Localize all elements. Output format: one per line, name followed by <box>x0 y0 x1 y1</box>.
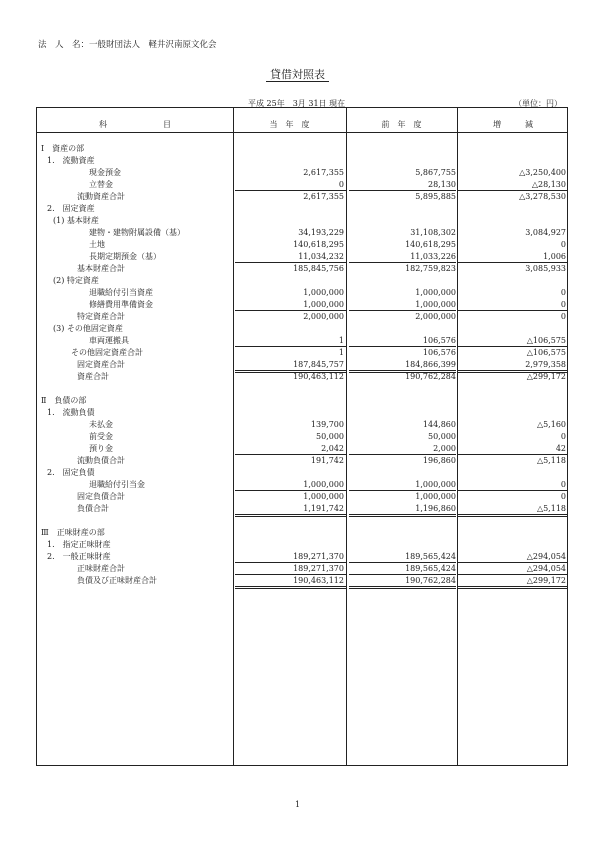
change-value: 0 <box>560 492 566 501</box>
row-label: 1. 指定正味財産 <box>47 540 111 549</box>
row-label: 負債及び正味財産合計 <box>77 576 157 585</box>
row-label: (2) 特定資産 <box>53 276 99 285</box>
header-current-year: 当 年 度 <box>269 120 310 129</box>
previous-year-value: 1,196,860 <box>415 504 456 513</box>
row-label: 現金預金 <box>89 168 121 177</box>
row-label: 建物・建物附属設備（基） <box>89 228 185 237</box>
previous-year-value: 2,000,000 <box>415 312 456 321</box>
change-value: △5,160 <box>536 420 566 429</box>
row-label: 2. 固定資産 <box>47 204 95 213</box>
table-row <box>37 275 567 287</box>
previous-year-value: 106,576 <box>422 336 456 345</box>
current-year-value: 190,463,112 <box>293 576 344 585</box>
row-label: 土地 <box>89 240 105 249</box>
change-value: 0 <box>560 480 566 489</box>
current-year-value: 1,000,000 <box>303 288 344 297</box>
document-title-text: 貸借対照表 <box>266 68 329 82</box>
change-value: △3,250,400 <box>519 168 566 177</box>
current-year-value: 2,042 <box>321 444 344 453</box>
as-of-date: 平成 25年 3月 31日 現在 <box>248 99 346 108</box>
row-label: その他固定資産合計 <box>71 348 143 357</box>
table-row <box>37 239 567 251</box>
row-label: 流動負債合計 <box>77 456 125 465</box>
previous-year-value: 2,000 <box>433 444 456 453</box>
previous-year-value: 190,762,284 <box>405 372 456 381</box>
current-year-value: 139,700 <box>310 420 344 429</box>
unit-label: （単位：円） <box>514 99 562 108</box>
change-value: △106,575 <box>526 348 566 357</box>
row-label: 2. 固定負債 <box>47 468 95 477</box>
table-row <box>37 491 567 503</box>
previous-year-value: 1,000,000 <box>415 288 456 297</box>
previous-year-value: 189,565,424 <box>405 552 456 561</box>
current-year-value: 34,193,229 <box>298 228 344 237</box>
table-row <box>37 227 567 239</box>
row-label: 基本財産合計 <box>77 264 125 273</box>
row-label: 立替金 <box>89 180 113 189</box>
total-double-underline <box>457 586 568 589</box>
total-double-underline <box>349 514 456 517</box>
current-year-value: 50,000 <box>316 432 344 441</box>
table-row <box>37 455 567 467</box>
row-label: 長期定期預金（基） <box>89 252 161 261</box>
current-year-value: 191,742 <box>310 456 344 465</box>
table-row <box>37 287 567 299</box>
change-value: 0 <box>560 300 566 309</box>
table-row <box>37 143 567 155</box>
current-year-value: 190,463,112 <box>293 372 344 381</box>
change-value: △3,278,530 <box>519 192 566 201</box>
row-label: 未払金 <box>89 420 113 429</box>
row-label: Ⅰ 資産の部 <box>41 144 85 153</box>
previous-year-value: 189,565,424 <box>405 564 456 573</box>
row-label: 退職給付引当金 <box>89 480 145 489</box>
row-label: 預り金 <box>89 444 113 453</box>
table-row <box>37 539 567 551</box>
current-year-value: 0 <box>338 180 344 189</box>
change-value: 0 <box>560 312 566 321</box>
table-row <box>37 167 567 179</box>
row-label: 2. 一般正味財産 <box>47 552 111 561</box>
row-label: 固定資産合計 <box>77 360 125 369</box>
current-year-value: 1,191,742 <box>303 504 344 513</box>
previous-year-value: 31,108,302 <box>410 228 456 237</box>
header-item: 科 目 <box>99 120 171 129</box>
total-double-underline <box>457 514 568 517</box>
current-year-value: 11,034,232 <box>298 252 344 261</box>
table-row <box>37 371 567 383</box>
balance-sheet-table <box>36 107 568 766</box>
document-title <box>0 66 595 82</box>
current-year-value: 187,845,757 <box>293 360 344 369</box>
previous-year-value: 144,860 <box>422 420 456 429</box>
row-label: 資産合計 <box>77 372 109 381</box>
change-value: △299,172 <box>526 372 566 381</box>
header-divider <box>37 132 567 133</box>
table-row <box>37 215 567 227</box>
table-row <box>37 323 567 335</box>
change-value: △5,118 <box>536 456 566 465</box>
change-value: △28,130 <box>531 180 566 189</box>
previous-year-value: 5,895,885 <box>415 192 456 201</box>
table-row <box>37 263 567 275</box>
row-label: 正味財産合計 <box>77 564 125 573</box>
row-label: 車両運搬具 <box>89 336 129 345</box>
total-double-underline <box>235 514 347 517</box>
previous-year-value: 5,867,755 <box>415 168 456 177</box>
row-label: 修繕費用準備資金 <box>89 300 153 309</box>
row-label: (1) 基本財産 <box>53 216 99 225</box>
current-year-value: 189,271,370 <box>293 552 344 561</box>
table-row <box>37 419 567 431</box>
current-year-value: 1 <box>338 348 344 357</box>
row-label: Ⅲ 正味財産の部 <box>41 528 105 537</box>
previous-year-value: 50,000 <box>428 432 456 441</box>
change-value: 0 <box>560 240 566 249</box>
change-value: 3,084,927 <box>525 228 566 237</box>
change-value: 42 <box>555 444 566 453</box>
row-label: 負債合計 <box>77 504 109 513</box>
change-value: 0 <box>560 432 566 441</box>
previous-year-value: 190,762,284 <box>405 576 456 585</box>
previous-year-value: 140,618,295 <box>405 240 456 249</box>
change-value: △299,172 <box>526 576 566 585</box>
previous-year-value: 1,000,000 <box>415 492 456 501</box>
row-label: 1. 流動負債 <box>47 408 95 417</box>
current-year-value: 1,000,000 <box>303 480 344 489</box>
row-label: 退職給付引当資産 <box>89 288 153 297</box>
current-year-value: 1,000,000 <box>303 300 344 309</box>
current-year-value: 189,271,370 <box>293 564 344 573</box>
previous-year-value: 196,860 <box>422 456 456 465</box>
table-row <box>37 311 567 323</box>
header-previous-year: 前 年 度 <box>381 120 422 129</box>
row-label: 特定資産合計 <box>77 312 125 321</box>
table-row <box>37 431 567 443</box>
row-label: Ⅱ 負債の部 <box>41 396 87 405</box>
current-year-value: 1 <box>338 336 344 345</box>
table-row <box>37 395 567 407</box>
current-year-value: 1,000,000 <box>303 492 344 501</box>
total-double-underline <box>235 586 347 589</box>
corporation-name: 法 人 名：一般財団法人 軽井沢南原文化会 <box>38 40 217 50</box>
change-value: △294,054 <box>526 552 566 561</box>
total-double-underline <box>349 586 456 589</box>
page-number: 1 <box>294 800 301 809</box>
change-value: △5,118 <box>536 504 566 513</box>
table-row <box>37 407 567 419</box>
previous-year-value: 106,576 <box>422 348 456 357</box>
header-change: 増 減 <box>493 120 533 129</box>
current-year-value: 2,617,355 <box>303 168 344 177</box>
change-value: 2,979,358 <box>525 360 566 369</box>
previous-year-value: 1,000,000 <box>415 480 456 489</box>
row-label: 固定負債合計 <box>77 492 125 501</box>
row-label: 前受金 <box>89 432 113 441</box>
previous-year-value: 28,130 <box>428 180 456 189</box>
table-row <box>37 203 567 215</box>
change-value: 1,006 <box>543 252 566 261</box>
change-value: △294,054 <box>526 564 566 573</box>
previous-year-value: 182,759,823 <box>405 264 456 273</box>
change-value: 3,085,933 <box>525 264 566 273</box>
table-row <box>37 347 567 359</box>
change-value: 0 <box>560 288 566 297</box>
previous-year-value: 1,000,000 <box>415 300 456 309</box>
current-year-value: 2,000,000 <box>303 312 344 321</box>
previous-year-value: 11,033,226 <box>410 252 456 261</box>
table-row <box>37 527 567 539</box>
current-year-value: 185,845,756 <box>293 264 344 273</box>
current-year-value: 2,617,355 <box>303 192 344 201</box>
row-label: 1. 流動資産 <box>47 156 95 165</box>
table-row <box>37 155 567 167</box>
change-value: △106,575 <box>526 336 566 345</box>
row-label: 流動資産合計 <box>77 192 125 201</box>
previous-year-value: 184,866,399 <box>405 360 456 369</box>
current-year-value: 140,618,295 <box>293 240 344 249</box>
table-row <box>37 191 567 203</box>
table-row <box>37 467 567 479</box>
row-label: (3) その他固定資産 <box>53 324 123 333</box>
